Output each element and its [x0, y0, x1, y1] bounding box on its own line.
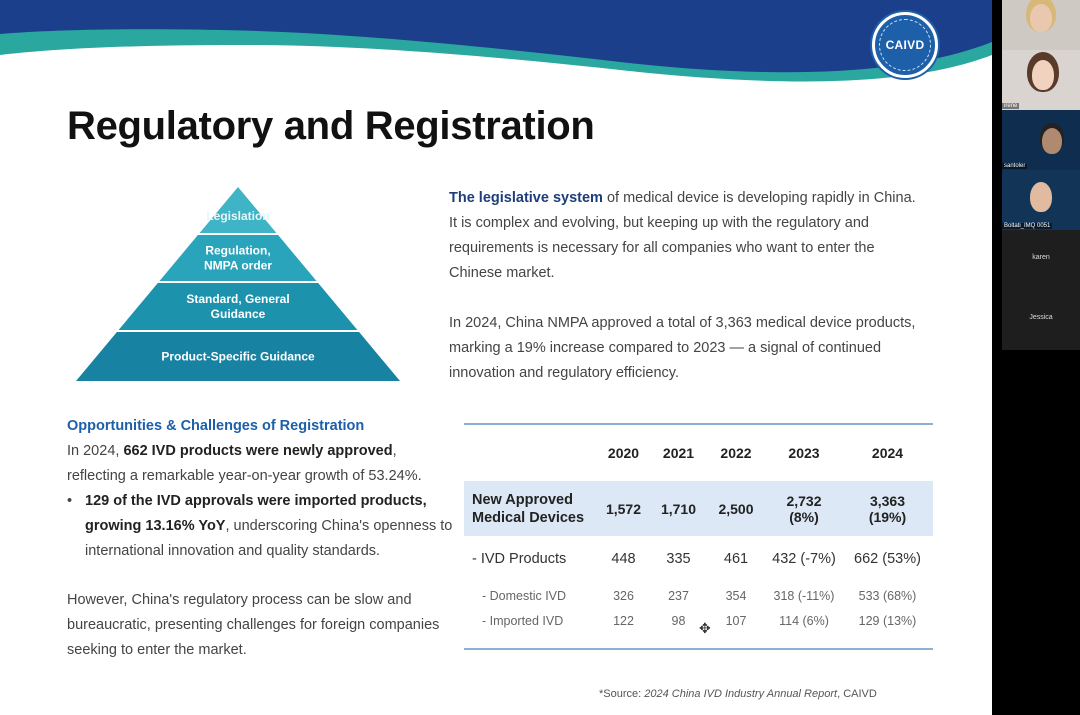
participant-name: santoler: [1004, 163, 1026, 169]
participant-tile[interactable]: [1002, 50, 1080, 110]
table-cell: 318 (-11%): [773, 589, 835, 603]
row-label: New Approved Medical Devices: [464, 481, 596, 536]
opportunities-section: [67, 414, 457, 564]
table-row: [464, 582, 933, 610]
table-cell: 662 (53%): [854, 551, 921, 567]
table-cell: 326: [613, 589, 634, 603]
participant-name: Boltati_IMQ 0051: [1004, 223, 1051, 229]
participant-tile[interactable]: [1002, 230, 1080, 290]
table-cell: 432 (-7%): [772, 551, 836, 567]
approvals-table: [464, 423, 933, 650]
pyramid-label: NMPA order: [203, 258, 273, 273]
pyramid-label: Legislation: [206, 209, 270, 223]
challenges-paragraph: However, China's regulatory process can be slow and bureaucratic, presenting challenges for foreign companies seeking to enter the market.: [67, 592, 440, 658]
table-header-blank: [464, 424, 596, 481]
participant-tile[interactable]: [1002, 170, 1080, 230]
table-header: 2022: [720, 445, 752, 461]
table-cell: 3,363 (19%): [842, 481, 933, 536]
table-cell: 335: [666, 551, 691, 567]
pyramid-label: Guidance: [210, 307, 266, 321]
table-header: 2020: [607, 445, 640, 461]
row-label: - IVD Products: [472, 551, 567, 567]
pyramid-label: Regulation,: [205, 243, 271, 258]
participant-name: karen: [1032, 254, 1050, 261]
table-header: 2023: [788, 445, 820, 461]
participants-panel: [1002, 0, 1080, 350]
table-cell: 2,732 (8%): [766, 481, 842, 536]
opportunities-paragraph: In 2024, 662 IVD products were newly approved, reflecting a remarkable year-on-year growth of 53.24%.: [67, 443, 422, 484]
participant-tile[interactable]: [1002, 110, 1080, 170]
participant-video: [1042, 128, 1062, 154]
page-title: Regulatory and Registration: [67, 104, 595, 148]
caivd-logo: CAIVD: [872, 12, 938, 78]
source-note: *Source: 2024 China IVD Industry Annual Report, CAIVD: [599, 688, 877, 700]
table-cell: 1,710: [651, 481, 706, 536]
row-label: - Imported IVD: [482, 614, 564, 628]
table-cell: 533 (68%): [858, 589, 917, 603]
table-cell: 114 (6%): [779, 614, 829, 628]
row-label: - Domestic IVD: [482, 589, 567, 603]
table-cell: 448: [611, 551, 636, 567]
stat-paragraph: In 2024, China NMPA approved a total of 3,363 medical device products, marking a 19% increase compared to 2023 — a signal of continued innovation and regulatory efficiency.: [449, 315, 916, 381]
pyramid-label: Product-Specific Guidance: [161, 349, 315, 364]
table-cell: 1,572: [596, 481, 651, 536]
participant-video: [1032, 60, 1054, 90]
participant-name: Jessica: [1029, 314, 1053, 321]
table-row-highlight: [464, 481, 933, 536]
table-header: 2021: [662, 445, 695, 461]
participant-video: [1030, 4, 1052, 32]
table-cell: 354: [725, 589, 747, 603]
header-wave: [0, 0, 992, 90]
participant-video: [1030, 182, 1052, 212]
table-header-row: [464, 424, 933, 481]
legislation-pyramid: [76, 187, 400, 381]
table-header: 2024: [871, 445, 904, 461]
table-row: [464, 536, 933, 582]
move-cursor-icon: ✥: [699, 620, 711, 636]
table-cell: 107: [725, 614, 747, 628]
opportunities-bullet: • 129 of the IVD approvals were imported products, growing 13.16% YoY, underscoring China's openness to international innovation and quality standards.: [67, 493, 453, 559]
table-cell: 129 (13%): [858, 614, 917, 628]
table-cell: 98: [671, 614, 686, 628]
table-cell: 122: [613, 614, 634, 628]
table-cell: 237: [668, 589, 689, 603]
participant-tile[interactable]: [1002, 290, 1080, 350]
intro-paragraph: The legislative system of medical device is developing rapidly in China. It is complex and evolving, but keeping up with the regulatory and requirements is necessary for all companies who want to enter the Chinese market.: [449, 190, 916, 281]
pyramid-label: Standard, General: [186, 292, 290, 306]
table-cell: 2,500: [706, 481, 766, 536]
participant-name: irene: [1004, 103, 1018, 109]
opportunities-heading: Opportunities & Challenges of Registration: [67, 418, 365, 434]
table-cell: 461: [723, 551, 749, 567]
